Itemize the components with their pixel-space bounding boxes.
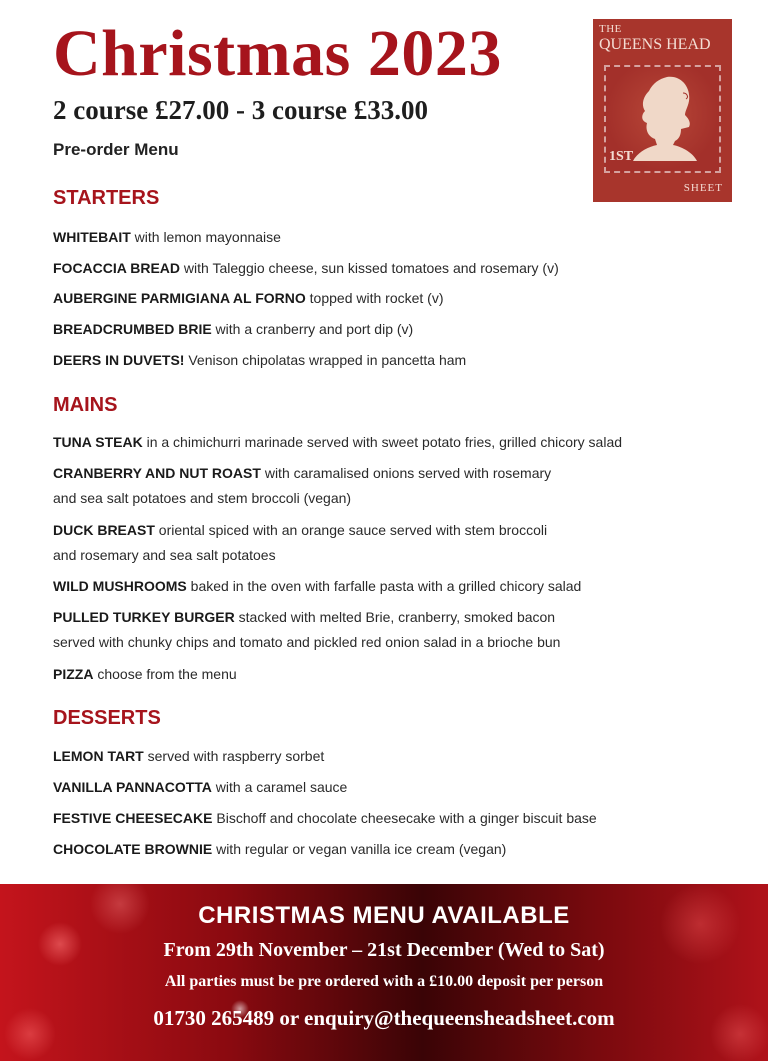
item-desc: with a cranberry and port dip (v) bbox=[211, 321, 414, 337]
item-name: FESTIVE CHEESECAKE bbox=[53, 810, 213, 826]
mains-heading: MAINS bbox=[53, 394, 118, 416]
queen-silhouette-icon bbox=[629, 71, 699, 161]
item-name: LEMON TART bbox=[53, 748, 144, 764]
logo-first-text: 1ST bbox=[609, 149, 634, 164]
desserts-heading: DESSERTS bbox=[53, 707, 161, 729]
menu-item bbox=[53, 430, 622, 455]
item-name: WILD MUSHROOMS bbox=[53, 578, 187, 594]
item-desc: topped with rocket (v) bbox=[305, 290, 444, 306]
starters-heading: STARTERS bbox=[53, 187, 160, 209]
logo-the-text: THE bbox=[599, 23, 622, 35]
menu-item bbox=[53, 256, 559, 281]
item-name: BREADCRUMBED BRIE bbox=[53, 321, 212, 337]
item-desc: served with raspberry sorbet bbox=[143, 748, 325, 764]
item-desc: in a chimichurri marinade served with sweet potato fries, grilled chicory salad bbox=[142, 434, 623, 450]
menu-item bbox=[53, 574, 581, 599]
menu-item bbox=[53, 806, 597, 831]
item-desc: with Taleggio cheese, sun kissed tomatoes and rosemary (v) bbox=[180, 260, 559, 276]
menu-item bbox=[53, 775, 347, 800]
menu-item bbox=[53, 605, 560, 655]
banner-contact: 01730 265489 or enquiry@thequeensheadsheet.com bbox=[153, 1006, 615, 1030]
item-desc: with regular or vegan vanilla ice cream (vegan) bbox=[212, 841, 507, 857]
banner-headline: CHRISTMAS MENU AVAILABLE bbox=[198, 902, 570, 929]
item-desc: with lemon mayonnaise bbox=[130, 229, 281, 245]
item-name: PULLED TURKEY BURGER bbox=[53, 609, 235, 625]
item-desc: Bischoff and chocolate cheesecake with a ginger biscuit base bbox=[212, 810, 597, 826]
item-name: DUCK BREAST bbox=[53, 522, 155, 538]
banner-deposit-note: All parties must be pre ordered with a £10.00 deposit per person bbox=[164, 973, 604, 990]
menu-item bbox=[53, 744, 324, 769]
item-desc: choose from the menu bbox=[93, 666, 237, 682]
item-name: PIZZA bbox=[53, 666, 94, 682]
item-desc-cont: and sea salt potatoes and stem broccoli (vegan) bbox=[53, 490, 352, 506]
item-desc: with a caramel sauce bbox=[211, 779, 348, 795]
logo-sheet-text: SHEET bbox=[683, 182, 723, 194]
menu-item bbox=[53, 518, 547, 568]
queens-head-logo bbox=[593, 19, 732, 202]
menu-subtitle: Pre-order Menu bbox=[53, 140, 179, 159]
menu-item bbox=[53, 225, 281, 250]
item-desc-cont: served with chunky chips and tomato and pickled red onion salad in a brioche bun bbox=[53, 634, 561, 650]
item-desc: stacked with melted Brie, cranberry, smoked bacon bbox=[234, 609, 556, 625]
item-desc: with caramalised onions served with rosemary bbox=[260, 465, 552, 481]
menu-item bbox=[53, 286, 444, 311]
menu-item bbox=[53, 837, 506, 862]
item-name: CRANBERRY AND NUT ROAST bbox=[53, 465, 261, 481]
menu-item bbox=[53, 461, 551, 511]
item-desc: oriental spiced with an orange sauce served with stem broccoli bbox=[154, 522, 548, 538]
footer-banner bbox=[0, 884, 768, 1061]
item-name: DEERS IN DUVETS! bbox=[53, 352, 185, 368]
item-desc-cont: and rosemary and sea salt potatoes bbox=[53, 547, 276, 563]
logo-name-text: QUEENS HEAD bbox=[599, 36, 711, 53]
item-desc: Venison chipolatas wrapped in pancetta ham bbox=[184, 352, 467, 368]
menu-item bbox=[53, 317, 413, 342]
page-title: Christmas 2023 bbox=[53, 17, 502, 90]
item-name: TUNA STEAK bbox=[53, 434, 143, 450]
menu-item bbox=[53, 348, 466, 373]
menu-item bbox=[53, 662, 237, 687]
banner-dates: From 29th November – 21st December (Wed to Sat) bbox=[163, 939, 605, 961]
item-name: AUBERGINE PARMIGIANA AL FORNO bbox=[53, 290, 306, 306]
item-name: VANILLA PANNACOTTA bbox=[53, 779, 212, 795]
item-name: CHOCOLATE BROWNIE bbox=[53, 841, 213, 857]
price-line: 2 course £27.00 - 3 course £33.00 bbox=[53, 95, 428, 125]
item-name: WHITEBAIT bbox=[53, 229, 131, 245]
item-name: FOCACCIA BREAD bbox=[53, 260, 181, 276]
item-desc: baked in the oven with farfalle pasta with a grilled chicory salad bbox=[186, 578, 582, 594]
